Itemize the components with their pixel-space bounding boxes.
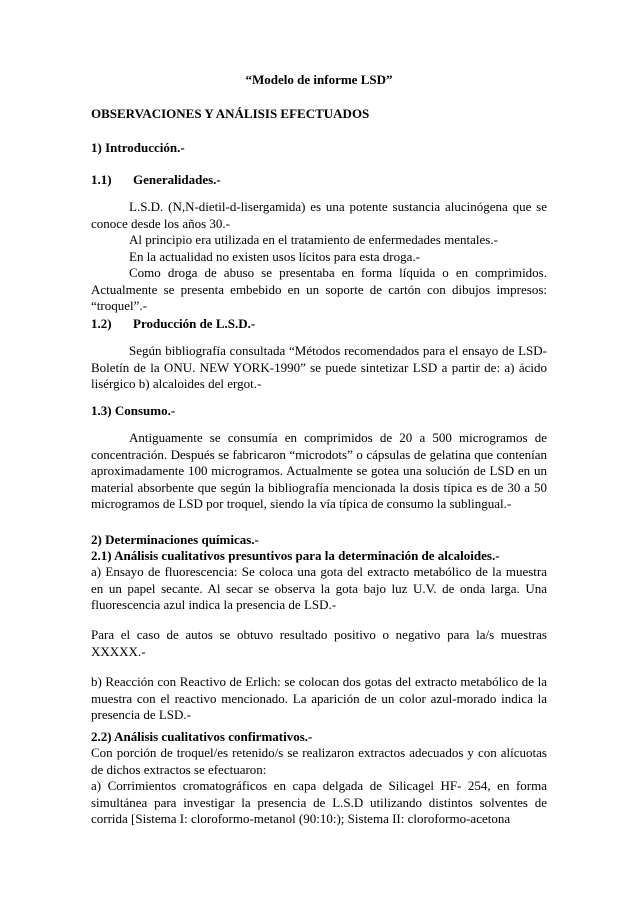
intro-heading: 1) Introducción.- — [91, 140, 185, 155]
paragraph-fluorescencia: a) Ensayo de fluorescencia: Se coloca una gota del extracto metabólico de la muestra en un papel secante. Al secar se observa la gota bajo luz U.V. de onda larga. Una fluorescencia azul indica la presencia de LSD.- — [91, 564, 547, 612]
subsection-1-3-heading: 1.3) Consumo.- — [91, 403, 176, 418]
subsection-title: Producción de L.S.D.- — [133, 316, 256, 331]
paragraph-generalidades-2: Al principio era utilizada en el tratamiento de enfermedades mentales.- — [129, 232, 498, 247]
paragraph-generalidades-1: L.S.D. (N,N-dietil-d-lisergamida) es una potente sustancia alucinógena que se conoce desde los años 30.- — [91, 199, 547, 231]
section-2-heading: 2) Determinaciones químicas.- — [91, 532, 259, 547]
subsection-number: 1.2) — [91, 316, 112, 331]
subsection-1-1-heading — [91, 172, 221, 188]
subsection-title: Generalidades.- — [133, 172, 221, 187]
paragraph-produccion: Según bibliografía consultada “Métodos recomendados para el ensayo de LSD- Boletín de la ONU. NEW YORK-1990” se puede sintetizar LSD a partir de: a) ácido lisérgico b) alcaloides del ergot.- — [91, 343, 547, 391]
paragraph-erlich: b) Reacción con Reactivo de Erlich: se colocan dos gotas del extracto metabólico de la muestra con el reactivo mencionado. La aparición de un color azul-morado indica la presencia de LSD.- — [91, 674, 547, 722]
paragraph-cromatografia: a) Corrimientos cromatográficos en capa delgada de Silicagel HF- 254, en forma simultánea para investigar la presencia de L.S.D utilizando distintos solventes de corrida [Sistema I: cloroformo-metanol (90:10:); Sistema II: cloroformo-acetona — [91, 778, 547, 826]
paragraph-resultado: Para el caso de autos se obtuvo resultado positivo o negativo para la/s muestras XXXXX.- — [91, 627, 547, 659]
paragraph-generalidades-3: En la actualidad no existen usos lícitos para esta droga.- — [129, 249, 420, 264]
subsection-2-2-heading: 2.2) Análisis cualitativos confirmativos.- — [91, 729, 313, 744]
subsection-1-2-heading — [91, 316, 255, 332]
subsection-number: 1.1) — [91, 172, 112, 187]
paragraph-consumo: Antiguamente se consumía en comprimidos de 20 a 500 microgramos de concentración. Después se fabricaron “microdots” o cápsulas de gelatina que contenían aproximadamente 100 microgramos. Actualmente se gotea una solución de LSD en un material absorbente que según la bibliografía mencionada la dosis típica es de 30 a 50 microgramos de LSD por troquel, siendo la vía típica de consumo la sublingual.- — [91, 430, 547, 511]
subsection-2-1-heading: 2.1) Análisis cualitativos presuntivos para la determinación de alcaloides.- — [91, 548, 500, 563]
paragraph-confirmativos: Con porción de troquel/es retenido/s se realizaron extractos adecuados y con alícuotas de dichos extractos se efectuaron: — [91, 745, 547, 777]
paragraph-generalidades-4: Como droga de abuso se presentaba en forma líquida o en comprimidos. Actualmente se presenta embebido en un soporte de cartón con dibujos impresos: “troquel”.- — [91, 265, 547, 313]
section-heading: OBSERVACIONES Y ANÁLISIS EFECTUADOS — [91, 106, 370, 121]
document-title: “Modelo de informe LSD” — [245, 72, 393, 87]
